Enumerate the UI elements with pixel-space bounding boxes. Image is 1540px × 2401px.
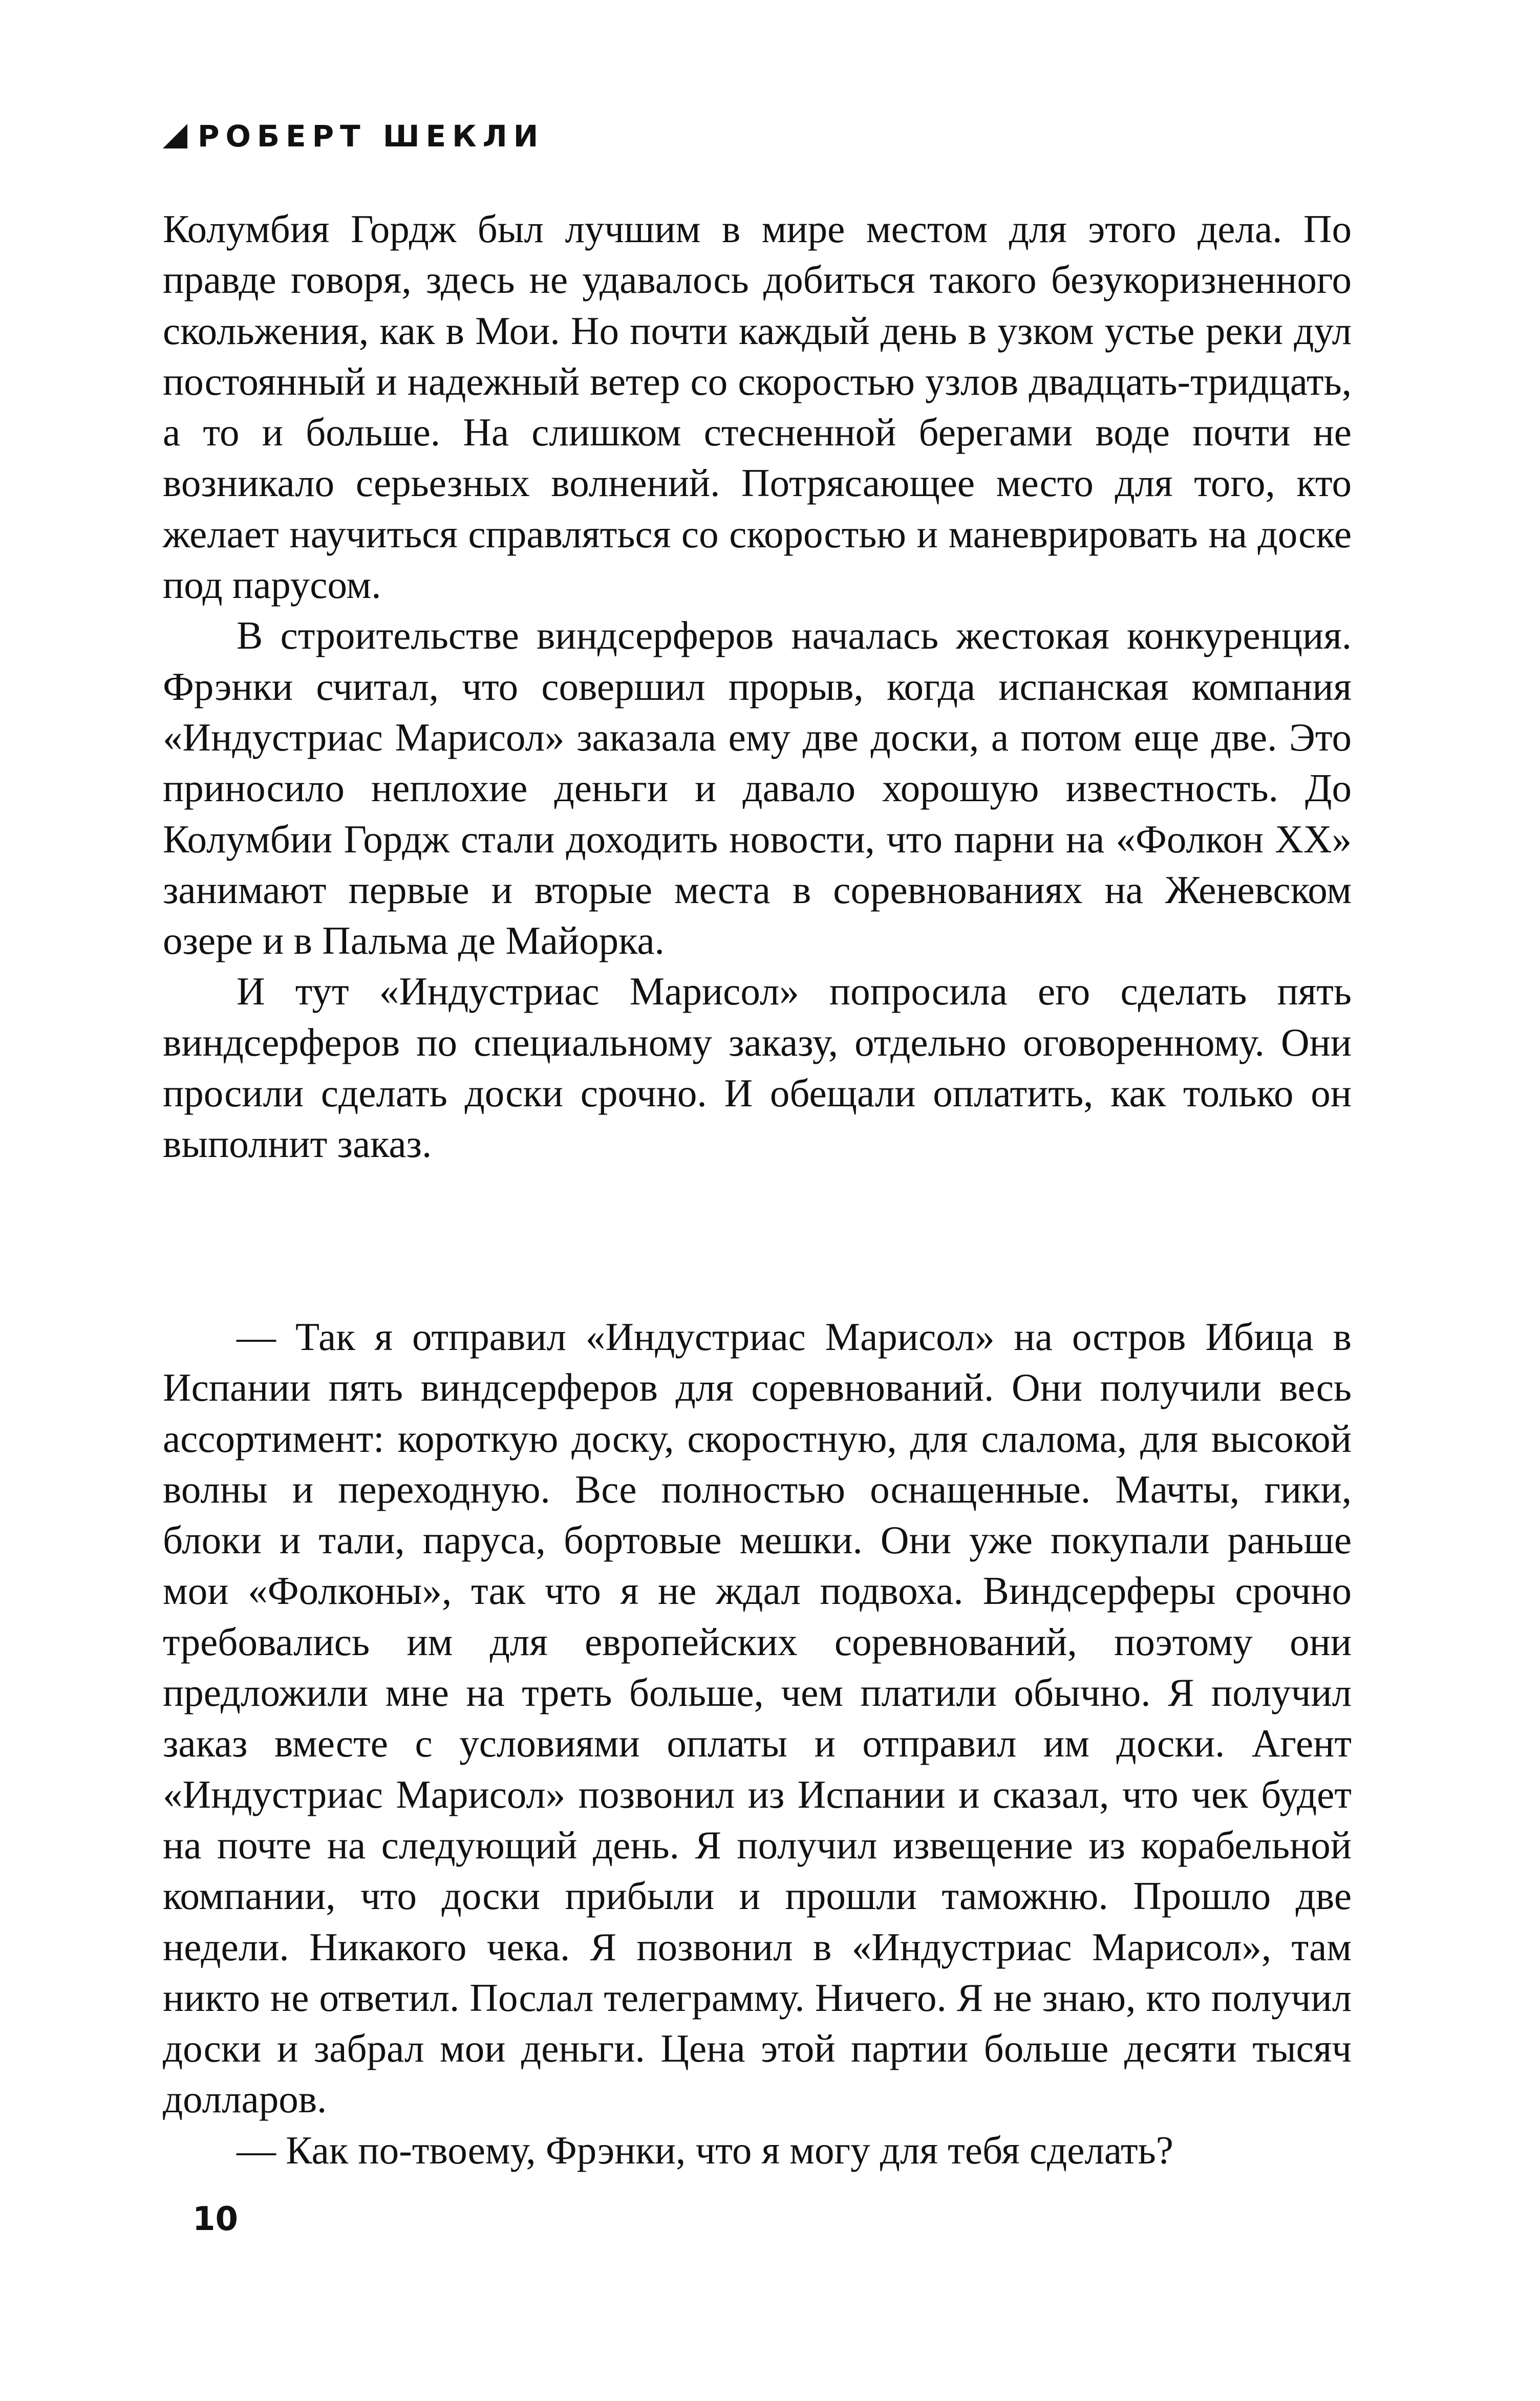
paragraph-5: — Как по-твоему, Фрэнки, что я могу для тебя сделать? [237, 2128, 1173, 2172]
paragraph-1: Колумбия Гордж был лучшим в мире местом для этого дела. По правде говоря, здесь не удавалось добиться такого безукоризненного скольжения, как в Мои. Но почти каждый день в узком устье реки дул постоянный и надежный ветер со скоростью узлов двадцать-тридцать, а то и больше. На слишком стесненной берегами воде почти не возникало серьезных волнений. Потрясающее место для того, кто желает научиться справляться со скоростью и маневрировать на доске под парусом. [163, 207, 1352, 607]
page-number: 10 [193, 2200, 239, 2238]
text-block-top [163, 204, 1352, 1170]
running-title: РОБЕРТ ШЕКЛИ [198, 119, 545, 154]
paragraph-4: — Так я отправил «Индустриас Марисол» на остров Ибица в Испании пять виндсерферов для соревнований. Они получили весь ассортимент: короткую доску, скоростную, для слалома, для высокой волны и переходную. Все полностью оснащенные. Мачты, гики, блоки и тали, паруса, бортовые мешки. Они уже покупали раньше мои «Фолконы», так что я не ждал подвоха. Виндсерферы срочно требовались им для европейских соревнований, поэтому они предложили мне на треть больше, чем платили обычно. Я получил заказ вместе с условиями оплаты и отправил им доски. Агент «Индустриас Марисол» позвонил из Испании и сказал, что чек будет на почте на следующий день. Я получил извещение из корабельной компании, что доски прибыли и прошли таможню. Прошло две недели. Никакого чека. Я позвонил в «Индустриас Марисол», там никто не ответил. Послал телеграмму. Ничего. Я не знаю, кто получил доски и забрал мои деньги. Цена этой партии больше десяти тысяч долларов. [163, 1315, 1352, 2121]
text-block-bottom [163, 1312, 1352, 2176]
running-head [163, 116, 544, 157]
paragraph-2: В строительстве виндсерферов началась жестокая конкуренция. Фрэнки считал, что совершил прорыв, когда испанская компания «Индустриас Марисол» заказала ему две доски, а потом еще две. Это приносило неплохие деньги и давало хорошую известность. До Колумбии Гордж стали доходить новости, что парни на «Фолкон XX» занимают первые и вторые места в соревнованиях на Женевском озере и в Пальма де Майорка. [163, 613, 1352, 963]
paragraph-3: И тут «Индустриас Марисол» попросила его сделать пять виндсерферов по специальному заказу, отдельно оговоренному. Они просили сделать доски срочно. И обещали оплатить, как только он выполнит заказ. [163, 969, 1352, 1166]
triangle-marker-icon [163, 124, 187, 148]
